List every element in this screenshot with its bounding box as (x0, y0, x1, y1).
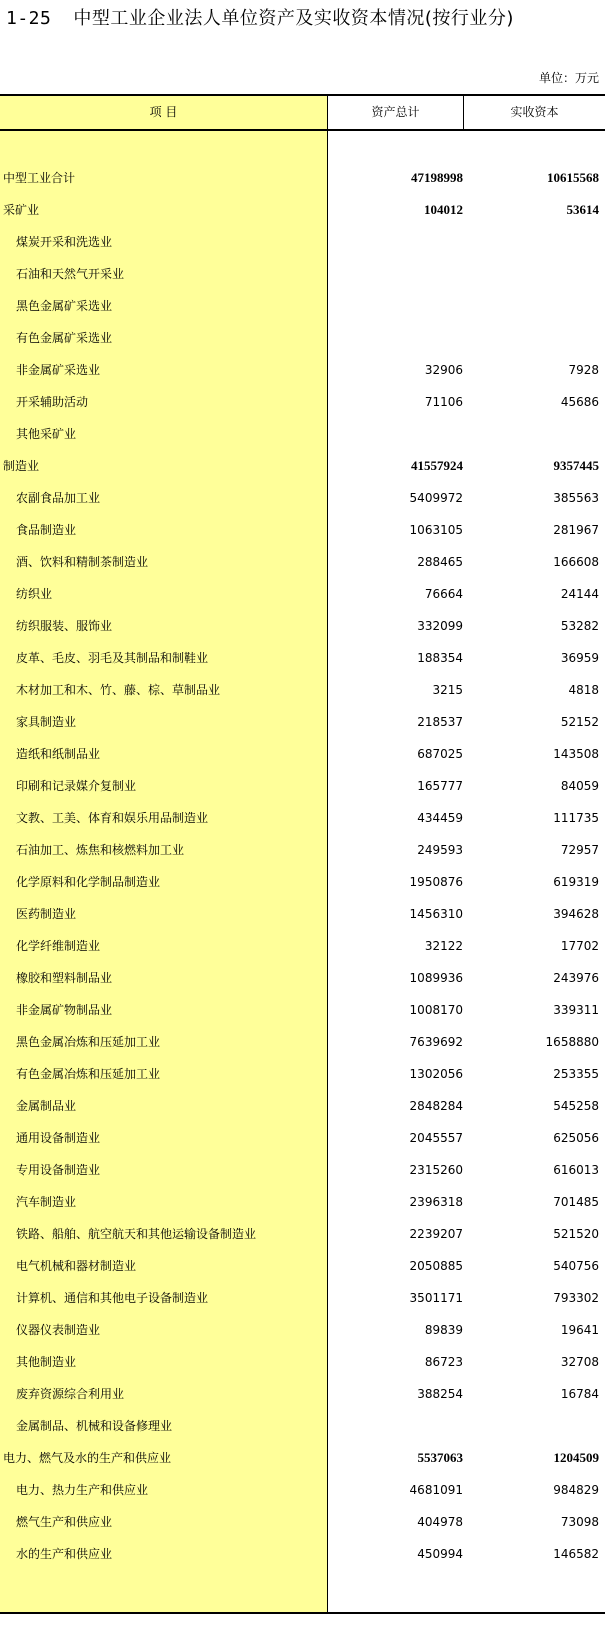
row-item-name: 化学纤维制造业 (16, 939, 101, 953)
row-paid-in-capital: 616013 (553, 1163, 599, 1177)
table-row (0, 194, 605, 226)
row-item-name: 纺织业 (16, 587, 53, 601)
row-paid-in-capital: 339311 (553, 1003, 599, 1017)
row-total-assets: 1302056 (409, 1067, 463, 1081)
row-total-assets: 104012 (424, 202, 463, 217)
row-item-name: 木材加工和木、竹、藤、棕、草制品业 (16, 683, 221, 697)
row-total-assets: 7639692 (409, 1035, 463, 1049)
row-total-assets: 288465 (417, 555, 463, 569)
row-paid-in-capital: 625056 (553, 1131, 599, 1145)
table-row (0, 322, 605, 354)
table-body (0, 162, 605, 1570)
row-item-name: 通用设备制造业 (16, 1131, 101, 1145)
row-item-name: 黑色金属冶炼和压延加工业 (16, 1035, 161, 1049)
row-paid-in-capital: 984829 (553, 1483, 599, 1497)
row-item-name: 采矿业 (3, 203, 40, 217)
table-row (0, 1474, 605, 1506)
row-item-name: 黑色金属矿采选业 (16, 299, 113, 313)
row-item-name: 食品制造业 (16, 523, 77, 537)
row-item-name: 中型工业合计 (3, 171, 76, 185)
row-item-name: 铁路、船舶、航空航天和其他运输设备制造业 (16, 1227, 257, 1241)
row-item-name: 开采辅助活动 (16, 395, 89, 409)
table-row (0, 866, 605, 898)
row-total-assets: 32906 (424, 363, 463, 377)
row-paid-in-capital: 793302 (553, 1291, 599, 1305)
table-row (0, 1282, 605, 1314)
row-paid-in-capital: 9357445 (553, 458, 599, 473)
row-total-assets: 4681091 (409, 1483, 463, 1497)
table-row (0, 770, 605, 802)
table-row (0, 290, 605, 322)
row-total-assets: 332099 (417, 619, 463, 633)
table-row (0, 1314, 605, 1346)
row-paid-in-capital: 72957 (560, 843, 599, 857)
table-row (0, 610, 605, 642)
row-total-assets: 86723 (424, 1355, 463, 1369)
row-paid-in-capital: 16784 (560, 1387, 599, 1401)
row-paid-in-capital: 32708 (560, 1355, 599, 1369)
row-paid-in-capital: 52152 (560, 715, 599, 729)
row-item-name: 文教、工美、体育和娱乐用品制造业 (16, 811, 209, 825)
row-total-assets: 76664 (424, 587, 463, 601)
row-item-name: 印刷和记录媒介复制业 (16, 779, 137, 793)
row-total-assets: 218537 (417, 715, 463, 729)
table-row (0, 834, 605, 866)
table-row (0, 962, 605, 994)
row-paid-in-capital: 166608 (553, 555, 599, 569)
table-row (0, 1154, 605, 1186)
row-item-name: 汽车制造业 (16, 1195, 77, 1209)
row-item-name: 有色金属矿采选业 (16, 331, 113, 345)
row-total-assets: 5409972 (409, 491, 463, 505)
header-paid-in-capital: 实收资本 (510, 105, 559, 119)
table-title: 中型工业企业法人单位资产及实收资本情况(按行业分) (73, 8, 514, 29)
row-total-assets: 165777 (417, 779, 463, 793)
table-row (0, 226, 605, 258)
row-total-assets: 5537063 (417, 1450, 463, 1465)
row-item-name: 化学原料和化学制品制造业 (16, 875, 161, 889)
row-paid-in-capital: 111735 (553, 811, 599, 825)
row-item-name: 废弃资源综合利用业 (16, 1387, 125, 1401)
row-total-assets: 2396318 (409, 1195, 463, 1209)
row-item-name: 纺织服装、服饰业 (16, 619, 113, 633)
row-total-assets: 249593 (417, 843, 463, 857)
table-row (0, 1186, 605, 1218)
row-item-name: 煤炭开采和洗选业 (16, 235, 113, 249)
row-item-name: 计算机、通信和其他电子设备制造业 (16, 1291, 209, 1305)
row-item-name: 农副食品加工业 (16, 491, 101, 505)
table-row (0, 930, 605, 962)
table-row (0, 162, 605, 194)
row-paid-in-capital: 385563 (553, 491, 599, 505)
data-table (0, 94, 605, 1614)
row-total-assets: 41557924 (411, 458, 463, 473)
row-item-name: 医药制造业 (16, 907, 77, 921)
row-paid-in-capital: 17702 (560, 939, 599, 953)
row-item-name: 电力、热力生产和供应业 (16, 1483, 149, 1497)
table-row (0, 1090, 605, 1122)
table-row (0, 994, 605, 1026)
table-row (0, 1442, 605, 1474)
row-total-assets: 1456310 (409, 907, 463, 921)
table-row (0, 706, 605, 738)
row-paid-in-capital: 10615568 (547, 170, 599, 185)
table-row (0, 1410, 605, 1442)
row-paid-in-capital: 143508 (553, 747, 599, 761)
row-paid-in-capital: 521520 (553, 1227, 599, 1241)
table-row (0, 1506, 605, 1538)
row-total-assets: 71106 (424, 395, 463, 409)
row-total-assets: 89839 (424, 1323, 463, 1337)
row-total-assets: 2848284 (409, 1099, 463, 1113)
table-row (0, 898, 605, 930)
header-total-assets: 资产总计 (371, 105, 420, 119)
row-paid-in-capital: 394628 (553, 907, 599, 921)
table-row (0, 354, 605, 386)
table-row (0, 578, 605, 610)
table-row (0, 418, 605, 450)
table-row (0, 1250, 605, 1282)
row-item-name: 橡胶和塑料制品业 (16, 971, 113, 985)
row-total-assets: 404978 (417, 1515, 463, 1529)
row-total-assets: 2315260 (409, 1163, 463, 1177)
row-paid-in-capital: 53614 (566, 202, 599, 217)
unit-label: 单位：万元 (538, 71, 599, 85)
table-row (0, 738, 605, 770)
row-total-assets: 2045557 (409, 1131, 463, 1145)
row-paid-in-capital: 7928 (568, 363, 599, 377)
row-total-assets: 2050885 (409, 1259, 463, 1273)
row-item-name: 制造业 (3, 459, 40, 473)
table-number: 1-25 (6, 8, 52, 29)
table-row (0, 1378, 605, 1410)
row-total-assets: 450994 (417, 1547, 463, 1561)
row-item-name: 其他制造业 (16, 1355, 77, 1369)
table-row (0, 1058, 605, 1090)
row-total-assets: 1008170 (409, 1003, 463, 1017)
row-item-name: 造纸和纸制品业 (16, 747, 101, 761)
row-item-name: 非金属矿物制品业 (16, 1003, 113, 1017)
table-row (0, 546, 605, 578)
row-paid-in-capital: 24144 (560, 587, 599, 601)
row-item-name: 燃气生产和供应业 (16, 1515, 113, 1529)
row-total-assets: 434459 (417, 811, 463, 825)
table-row (0, 674, 605, 706)
row-paid-in-capital: 53282 (560, 619, 599, 633)
row-total-assets: 188354 (417, 651, 463, 665)
row-paid-in-capital: 84059 (560, 779, 599, 793)
row-item-name: 金属制品、机械和设备修理业 (16, 1419, 173, 1433)
row-item-name: 有色金属冶炼和压延加工业 (16, 1067, 161, 1081)
row-paid-in-capital: 1204509 (553, 1450, 599, 1465)
row-paid-in-capital: 73098 (560, 1515, 599, 1529)
table-row (0, 802, 605, 834)
table-row (0, 482, 605, 514)
table-row (0, 1346, 605, 1378)
row-paid-in-capital: 1658880 (545, 1035, 599, 1049)
row-item-name: 酒、饮料和精制茶制造业 (16, 555, 149, 569)
row-total-assets: 2239207 (409, 1227, 463, 1241)
row-item-name: 石油加工、炼焦和核燃料加工业 (16, 843, 185, 857)
row-paid-in-capital: 701485 (553, 1195, 599, 1209)
row-paid-in-capital: 146582 (553, 1547, 599, 1561)
table-row (0, 642, 605, 674)
table-row (0, 1218, 605, 1250)
row-paid-in-capital: 281967 (553, 523, 599, 537)
row-paid-in-capital: 4818 (568, 683, 599, 697)
row-paid-in-capital: 36959 (560, 651, 599, 665)
row-total-assets: 3501171 (409, 1291, 463, 1305)
table-row (0, 1538, 605, 1570)
row-item-name: 金属制品业 (16, 1099, 77, 1113)
row-total-assets: 1063105 (409, 523, 463, 537)
row-total-assets: 388254 (417, 1387, 463, 1401)
row-item-name: 皮革、毛皮、羽毛及其制品和制鞋业 (16, 651, 209, 665)
row-item-name: 电力、燃气及水的生产和供应业 (3, 1451, 172, 1465)
row-item-name: 仪器仪表制造业 (16, 1323, 101, 1337)
row-item-name: 其他采矿业 (16, 427, 77, 441)
row-total-assets: 3215 (432, 683, 463, 697)
table-row (0, 514, 605, 546)
table-row (0, 450, 605, 482)
row-item-name: 专用设备制造业 (16, 1163, 101, 1177)
header-item: 项 目 (149, 105, 178, 119)
table-row (0, 1026, 605, 1058)
row-total-assets: 1950876 (409, 875, 463, 889)
row-total-assets: 1089936 (409, 971, 463, 985)
row-item-name: 水的生产和供应业 (16, 1547, 113, 1561)
table-row (0, 386, 605, 418)
table-row (0, 258, 605, 290)
row-item-name: 石油和天然气开采业 (16, 267, 125, 281)
row-paid-in-capital: 243976 (553, 971, 599, 985)
row-paid-in-capital: 619319 (553, 875, 599, 889)
table-bottom-rule (0, 1612, 605, 1614)
row-total-assets: 32122 (424, 939, 463, 953)
row-total-assets: 687025 (417, 747, 463, 761)
row-item-name: 非金属矿采选业 (16, 363, 101, 377)
row-paid-in-capital: 253355 (553, 1067, 599, 1081)
row-paid-in-capital: 45686 (560, 395, 599, 409)
row-paid-in-capital: 545258 (553, 1099, 599, 1113)
row-total-assets: 47198998 (411, 170, 463, 185)
row-item-name: 家具制造业 (16, 715, 77, 729)
row-item-name: 电气机械和器材制造业 (16, 1259, 137, 1273)
row-paid-in-capital: 19641 (560, 1323, 599, 1337)
page-title (6, 8, 514, 30)
table-row (0, 1122, 605, 1154)
row-paid-in-capital: 540756 (553, 1259, 599, 1273)
